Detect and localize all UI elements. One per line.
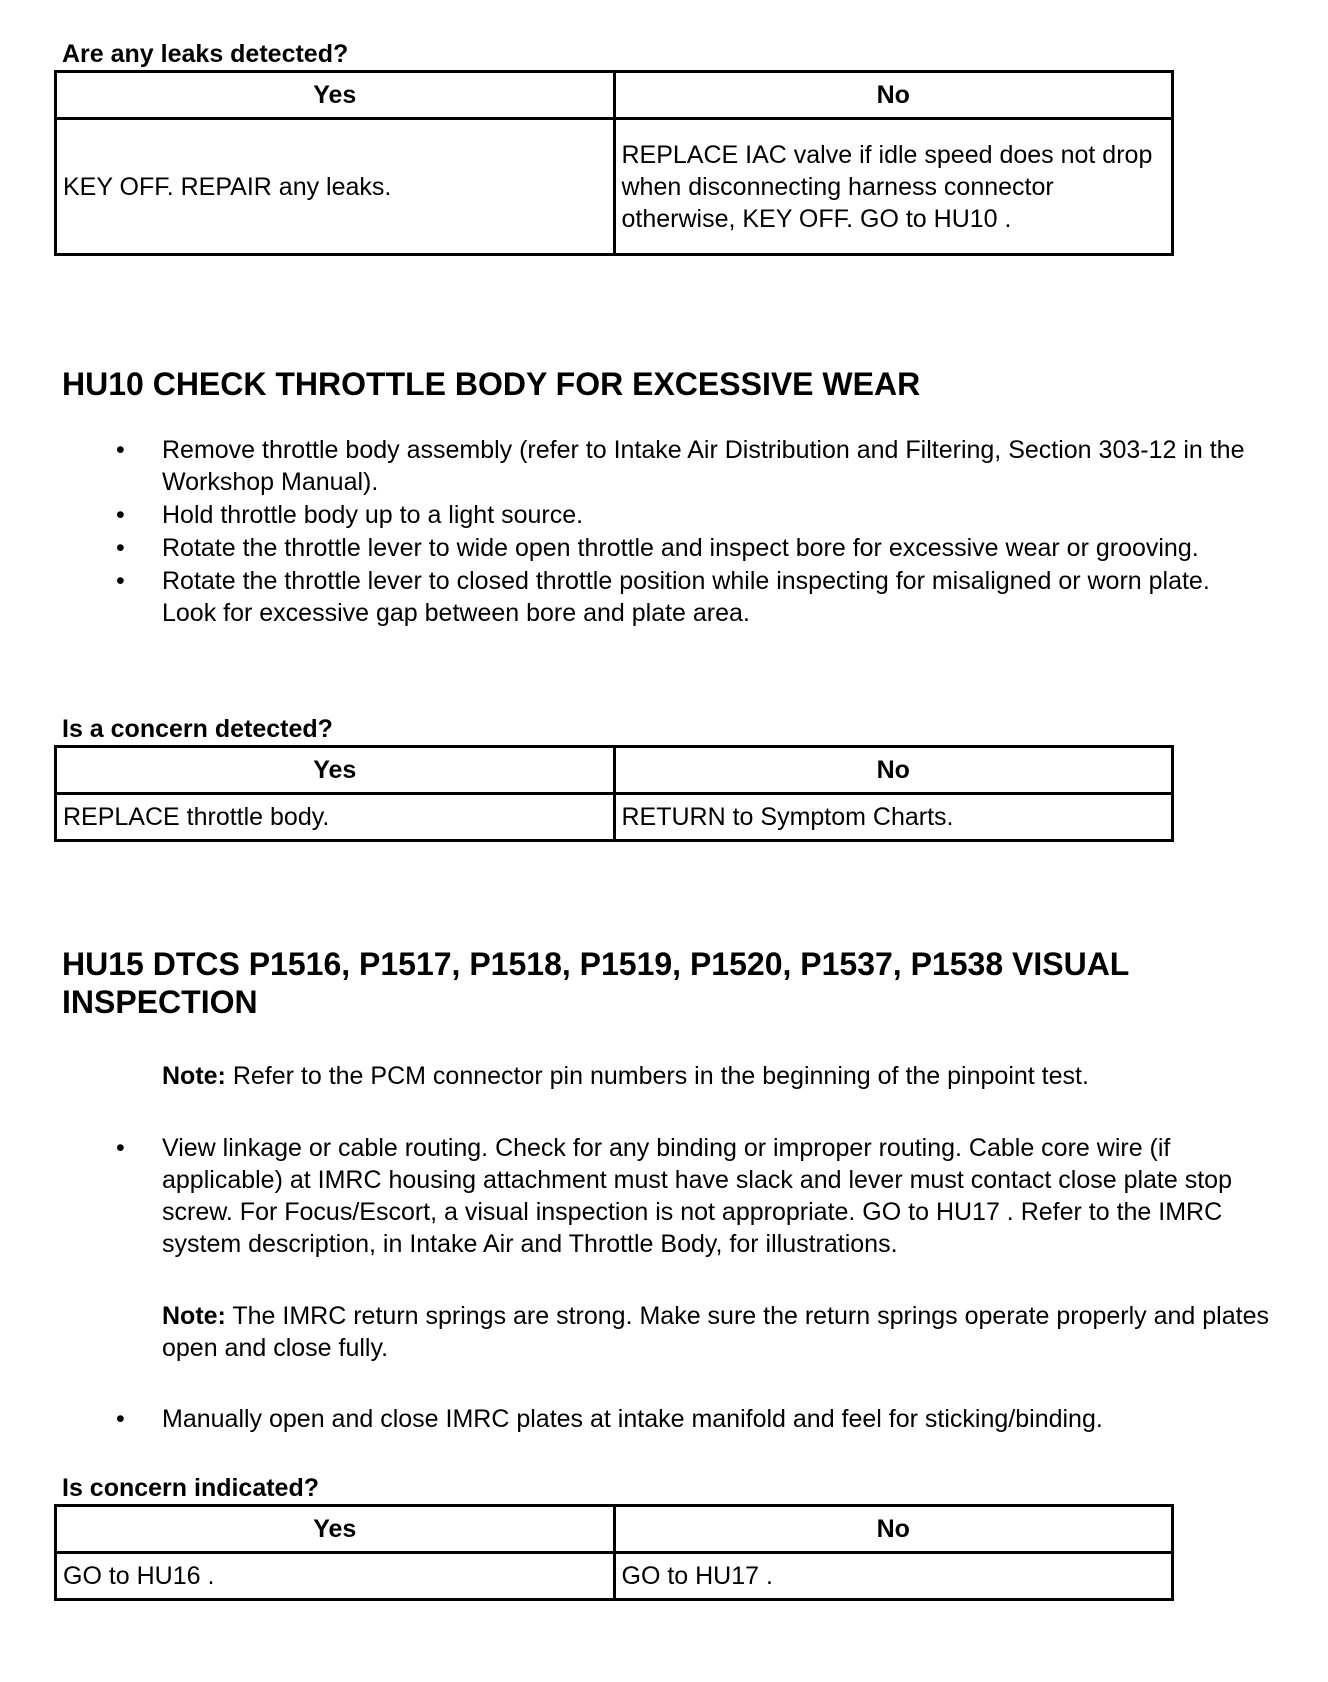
concern-question: Is a concern detected? <box>62 715 333 743</box>
note-label: Note: <box>162 1302 226 1330</box>
indicated-yes-cell: GO to HU16 . <box>56 1553 615 1600</box>
list-item <box>108 532 1268 564</box>
list-item <box>108 1132 1268 1260</box>
hu10-bullet-list <box>108 434 1268 630</box>
hu15-heading-line1: HU15 DTCS P1516, P1517, P1518, P1519, P1520, P1537, P1538 VISUAL <box>62 946 1130 982</box>
list-item <box>108 565 1268 629</box>
list-item <box>108 1403 1268 1435</box>
indicated-yes-header: Yes <box>56 1506 615 1553</box>
bullet-icon: • <box>116 1134 125 1162</box>
hu15-bullet-text: Manually open and close IMRC plates at intake manifold and feel for sticking/binding. <box>162 1405 1103 1433</box>
hu15-heading-line2: INSPECTION <box>62 984 258 1020</box>
concern-yes-header: Yes <box>56 747 615 794</box>
note-text: The IMRC return springs are strong. Make sure the return springs operate properly and plates open and close fully. <box>162 1302 1269 1362</box>
leaks-table <box>54 70 1174 256</box>
bullet-icon: • <box>116 567 125 595</box>
hu10-bullet-text: Rotate the throttle lever to closed throttle position while inspecting for misaligned or worn plate. Look for excessive gap between bore and plate area. <box>162 567 1210 627</box>
leaks-no-cell: REPLACE IAC valve if idle speed does not drop when disconnecting harness connector otherwise, KEY OFF. GO to HU10 . <box>614 119 1173 255</box>
hu10-bullet-text: Rotate the throttle lever to wide open throttle and inspect bore for excessive wear or grooving. <box>162 534 1199 562</box>
hu15-bullet-list-1 <box>108 1132 1268 1261</box>
bullet-icon: • <box>116 1405 125 1433</box>
bullet-icon: • <box>116 436 125 464</box>
note-text: Refer to the PCM connector pin numbers in the beginning of the pinpoint test. <box>225 1062 1089 1090</box>
hu15-bullet-list-2 <box>108 1403 1268 1436</box>
concern-no-cell: RETURN to Symptom Charts. <box>614 794 1173 841</box>
hu10-bullet-text: Hold throttle body up to a light source. <box>162 501 584 529</box>
list-item <box>108 499 1268 531</box>
leaks-yes-header: Yes <box>56 72 615 119</box>
indicated-question: Is concern indicated? <box>62 1474 320 1502</box>
leaks-yes-cell: KEY OFF. REPAIR any leaks. <box>56 119 615 255</box>
leaks-no-header: No <box>614 72 1173 119</box>
hu10-bullet-text: Remove throttle body assembly (refer to Intake Air Distribution and Filtering, Section 303-12 in the Workshop Manual). <box>162 436 1245 496</box>
hu15-note-2 <box>162 1300 1272 1364</box>
note-label: Note: <box>162 1062 226 1090</box>
list-item <box>108 434 1268 498</box>
hu15-note-1 <box>162 1060 1272 1092</box>
hu10-heading: HU10 CHECK THROTTLE BODY FOR EXCESSIVE WEAR <box>62 366 921 402</box>
bullet-icon: • <box>116 534 125 562</box>
leaks-question: Are any leaks detected? <box>62 40 349 68</box>
indicated-no-header: No <box>614 1506 1173 1553</box>
bullet-icon: • <box>116 501 125 529</box>
hu15-bullet-text: View linkage or cable routing. Check for any binding or improper routing. Cable core wire (if applicable) at IMRC housing attachment must have slack and lever must contact close plate stop screw. For Focus/Escort, a visual inspection is not appropriate. GO to HU17 . Refer to the IMRC system description, in Intake Air and Throttle Body, for illustrations. <box>162 1134 1232 1258</box>
concern-yes-cell: REPLACE throttle body. <box>56 794 615 841</box>
indicated-no-cell: GO to HU17 . <box>614 1553 1173 1600</box>
indicated-table <box>54 1504 1174 1601</box>
concern-table <box>54 745 1174 842</box>
concern-no-header: No <box>614 747 1173 794</box>
